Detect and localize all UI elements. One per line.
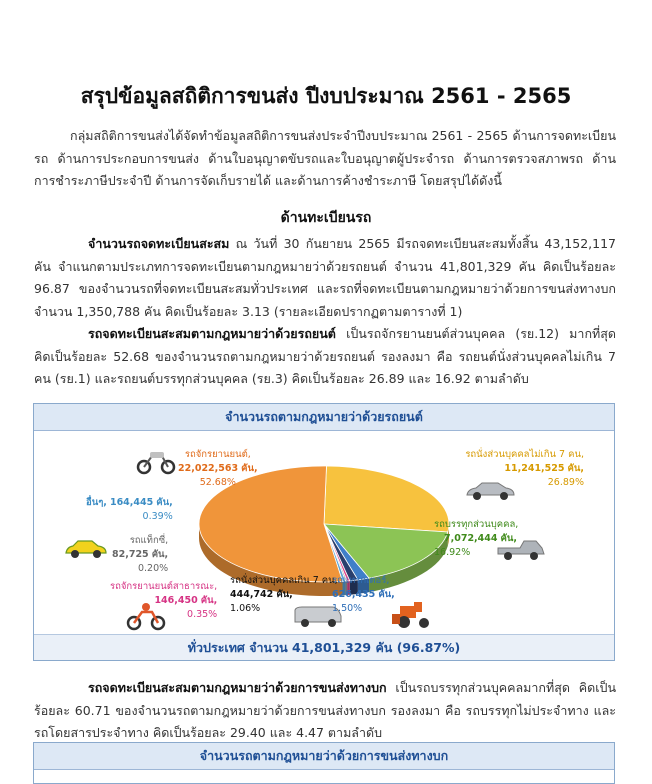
label-others: [86, 496, 173, 524]
label-value: 146,450 คัน,: [154, 595, 218, 606]
chart-title: จำนวนรถตามกฎหมายว่าด้วยการขนส่งทางบก: [34, 743, 614, 770]
label-percent: 26.89%: [547, 477, 584, 488]
label-percent: 0.35%: [187, 609, 218, 620]
label-percent: 1.06%: [230, 603, 261, 614]
pie-chart-panel: [33, 403, 615, 661]
label-name: รถแทรกเตอร์,: [332, 575, 390, 586]
paragraph-lead: รถจดทะเบียนสะสมตามกฎหมายว่าด้วยการขนส่งทางบก: [88, 680, 387, 695]
label-car-under-7: [434, 448, 584, 490]
tractor-icon: [392, 600, 434, 630]
section-heading-registration: ด้านทะเบียนรถ: [280, 210, 372, 226]
label-value: 444,742 คัน,: [230, 589, 293, 600]
taxi-icon: [64, 538, 108, 560]
label-value: 626,435 คัน,: [332, 589, 395, 600]
label-name: รถนั่งส่วนบุคคลเกิน 7 คน,: [230, 575, 338, 586]
label-percent: 0.39%: [142, 511, 173, 522]
label-percent: 1.50%: [332, 603, 363, 614]
label-private-truck: [434, 518, 518, 560]
label-public-motorcycle: [110, 580, 217, 622]
chart-footer: ทั่วประเทศ จำนวน 41,801,329 คัน (96.87%): [34, 634, 614, 660]
label-name: รถแท็กซี่,: [129, 535, 169, 546]
label-taxi: [112, 534, 168, 576]
label-motorcycle: [178, 448, 258, 490]
label-value: 22,022,563 คัน,: [178, 463, 258, 474]
pie-slice-1: [324, 466, 449, 532]
paragraph-body: ณ วันที่ 30 กันยายน 2565 มีรถจดทะเบียนสะสมทั้งสิ้น 43,152,117 คัน จำแนกตามประเภทการจดทะเบียนตามกฎหมายว่าด้วยรถยนต์ จำนวน 41,801,329 คัน คิดเป็นร้อยละ 96.87 ของจำนวนรถที่จดทะเบียนสะสมทั่วประเทศ และรถที่จดทะเบียนตามกฎหมายว่าด้วยการขนส่งทางบก จำนวน 1,350,788 คัน คิดเป็นร้อยละ 3.13 (รายละเอียดปรากฏตามตารางที่ 1): [34, 236, 616, 319]
paragraph-lead: รถจดทะเบียนสะสมตามกฎหมายว่าด้วยรถยนต์: [88, 326, 336, 341]
label-name: รถจักรยานยนต์,: [184, 449, 251, 460]
label-name: รถนั่งส่วนบุคคลไม่เกิน 7 คน,: [465, 449, 584, 460]
label-percent: 0.20%: [137, 563, 169, 574]
second-chart-panel: [33, 742, 615, 784]
motorcycle-icon: [136, 446, 176, 474]
paragraph-body: เป็นรถบรรทุกส่วนบุคคลมากที่สุด คิดเป็นร้อยละ 60.71 ของจำนวนรถตามกฎหมายว่าด้วยการขนส่งทางบก รองลงมา คือ รถบรรทุกไม่ประจำทาง และรถโดยสารประจำทาง คิดเป็นร้อยละ 29.40 และ 4.47 ตามลำดับ: [34, 680, 616, 740]
label-name: รถบรรทุกส่วนบุคคล,: [434, 519, 519, 530]
paragraph-land-transport-act: [34, 677, 616, 745]
label-car-over-7: [230, 574, 338, 616]
paragraph-motor-vehicle-act: [34, 323, 616, 391]
label-name: รถจักรยานยนต์สาธารณะ,: [110, 581, 218, 592]
page-title: สรุปข้อมูลสถิติการขนส่ง ปีงบประมาณ 2561 - 2565: [80, 84, 572, 108]
label-name-value: อื่นๆ, 164,445 คัน,: [86, 497, 173, 508]
label-percent: 52.68%: [199, 477, 236, 488]
label-value: 11,241,525 คัน,: [504, 463, 584, 474]
intro-paragraph: กลุ่มสถิติการขนส่งได้จัดทำข้อมูลสถิติการขนส่งประจำปีงบประมาณ 2561 - 2565 ด้านการจดทะเบียนรถ ด้านการประกอบการขนส่ง ด้านใบอนุญาตขับรถและใบอนุญาตผู้ประจำรถ ด้านการตรวจสภาพรถ ด้านการชำระภาษีประจำปี ด้านการจัดเก็บรายได้ และด้านการค้างชำระภาษี โดยสรุปได้ดังนี้: [34, 128, 616, 188]
paragraph-lead: จำนวนรถจดทะเบียนสะสม: [88, 236, 230, 251]
paragraph-registration-total: [34, 233, 616, 323]
label-value: 7,072,444 คัน,: [444, 533, 517, 544]
label-tractor: [332, 574, 395, 616]
chart-title: จำนวนรถตามกฎหมายว่าด้วยรถยนต์: [34, 404, 614, 431]
paragraph-body: เป็นรถจักรยานยนต์ส่วนบุคคล (รย.12) มากที่สุด คิดเป็นร้อยละ 52.68 ของจำนวนรถตามกฎหมายว่าด้วยรถยนต์ รองลงมา คือ รถยนต์นั่งส่วนบุคคลไม่เกิน 7 คน (รย.1) และรถยนต์บรรทุกส่วนบุคคล (รย.3) คิดเป็นร้อยละ 26.89 และ 16.92 ตามลำดับ: [34, 326, 616, 386]
label-value: 82,725 คัน,: [112, 549, 169, 560]
label-percent: 16.92%: [434, 547, 471, 558]
